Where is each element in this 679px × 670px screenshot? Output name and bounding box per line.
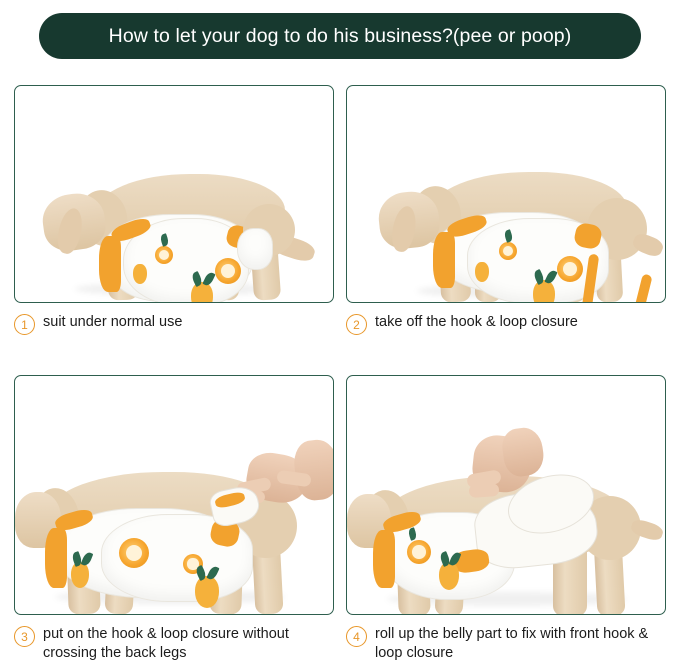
step-image-3 xyxy=(14,375,334,615)
step-number-badge-4: 4 xyxy=(346,626,367,647)
step-caption-4 xyxy=(346,625,666,663)
step-cell-2 xyxy=(346,85,666,370)
step-caption-text-1: suit under normal use xyxy=(43,314,183,330)
step-caption-2 xyxy=(346,313,666,335)
page-title: How to let your dog to do his business?(pee or poop) xyxy=(108,24,572,47)
step-caption-text-4: roll up the belly part to fix with front hook & loop closure xyxy=(375,626,649,661)
step-caption-1 xyxy=(14,313,334,335)
step-number-badge-2: 2 xyxy=(346,314,367,335)
step-image-2 xyxy=(346,85,666,303)
step-number-badge-3: 3 xyxy=(14,626,35,647)
step-image-1 xyxy=(14,85,334,303)
step-caption-text-2: take off the hook & loop closure xyxy=(375,314,578,330)
step-cell-4 xyxy=(346,375,666,660)
step-image-4 xyxy=(346,375,666,615)
step-caption-text-3: put on the hook & loop closure without crossing the back legs xyxy=(43,626,289,661)
header-banner xyxy=(39,13,641,59)
step-cell-1 xyxy=(14,85,334,370)
step-number-badge-1: 1 xyxy=(14,314,35,335)
step-cell-3 xyxy=(14,375,334,660)
step-caption-3 xyxy=(14,625,334,663)
steps-grid xyxy=(14,85,666,660)
